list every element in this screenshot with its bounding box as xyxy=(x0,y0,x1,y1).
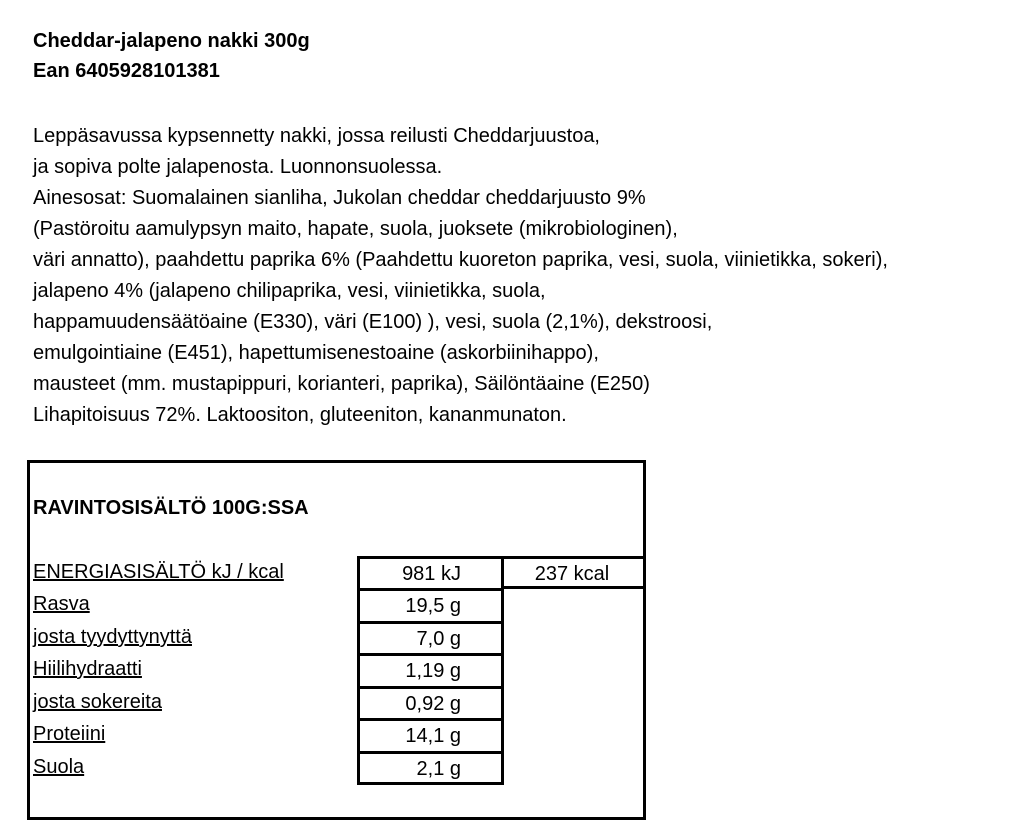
description-line: mausteet (mm. mustapippuri, korianteri, paprika), Säilöntäaine (E250) xyxy=(33,373,650,395)
energy-kj-value: 981 kJ xyxy=(402,563,461,585)
nutrient-label: Proteiini xyxy=(33,723,106,745)
description-line: happamuudensäätöaine (E330), väri (E100) ), vesi, suola (2,1%), dekstroosi, xyxy=(33,311,713,333)
nutrient-value: 1,19 g xyxy=(405,660,461,682)
nutrient-value-cell xyxy=(357,588,504,621)
nutrition-heading: RAVINTOSISÄLTÖ 100G:SSA xyxy=(33,497,309,519)
description-line: (Pastöroitu aamulypsyn maito, hapate, suola, juoksete (mikrobiologinen), xyxy=(33,218,678,240)
description-line: ja sopiva polte jalapenosta. Luonnonsuolessa. xyxy=(33,156,443,178)
nutrient-label: josta sokereita xyxy=(33,691,162,713)
nutrient-value-cell xyxy=(357,718,504,751)
nutrient-label: Rasva xyxy=(33,593,90,615)
nutrient-label: josta tyydyttynyttä xyxy=(33,626,192,648)
nutrient-value-cell xyxy=(357,653,504,686)
nutrient-value: 14,1 g xyxy=(405,725,461,747)
description-line: Lihapitoisuus 72%. Laktoositon, gluteeniton, kananmunaton. xyxy=(33,404,567,426)
nutrient-value: 7,0 g xyxy=(416,628,461,650)
nutrient-value-cell xyxy=(357,686,504,719)
product-description xyxy=(33,121,888,431)
description-line: emulgointiaine (E451), hapettumisenestoaine (askorbiinihappo), xyxy=(33,342,599,364)
nutrient-value-cell xyxy=(357,751,504,785)
nutrient-value: 2,1 g xyxy=(416,758,461,780)
energy-kcal-value: 237 kcal xyxy=(534,563,610,585)
energy-kcal-cell xyxy=(501,556,643,589)
description-line: jalapeno 4% (jalapeno chilipaprika, vesi, viinietikka, suola, xyxy=(33,280,546,302)
nutrient-label: Suola xyxy=(33,756,85,778)
product-name: Cheddar-jalapeno nakki 300g xyxy=(33,30,310,52)
nutrient-label: Hiilihydraatti xyxy=(33,658,142,680)
nutrient-value: 19,5 g xyxy=(405,595,461,617)
product-ean: Ean 6405928101381 xyxy=(33,60,220,82)
energy-kj-cell xyxy=(357,556,504,589)
description-line: Ainesosat: Suomalainen sianliha, Jukolan cheddar cheddarjuusto 9% xyxy=(33,187,646,209)
description-line: Leppäsavussa kypsennetty nakki, jossa reilusti Cheddarjuustoa, xyxy=(33,125,600,147)
nutrient-value: 0,92 g xyxy=(405,693,461,715)
description-line: väri annatto), paahdettu paprika 6% (Paahdettu kuoreton paprika, vesi, suola, viinietikka, sokeri), xyxy=(33,249,888,271)
energy-label: ENERGIASISÄLTÖ kJ / kcal xyxy=(33,561,284,583)
nutrient-value-cell xyxy=(357,621,504,654)
